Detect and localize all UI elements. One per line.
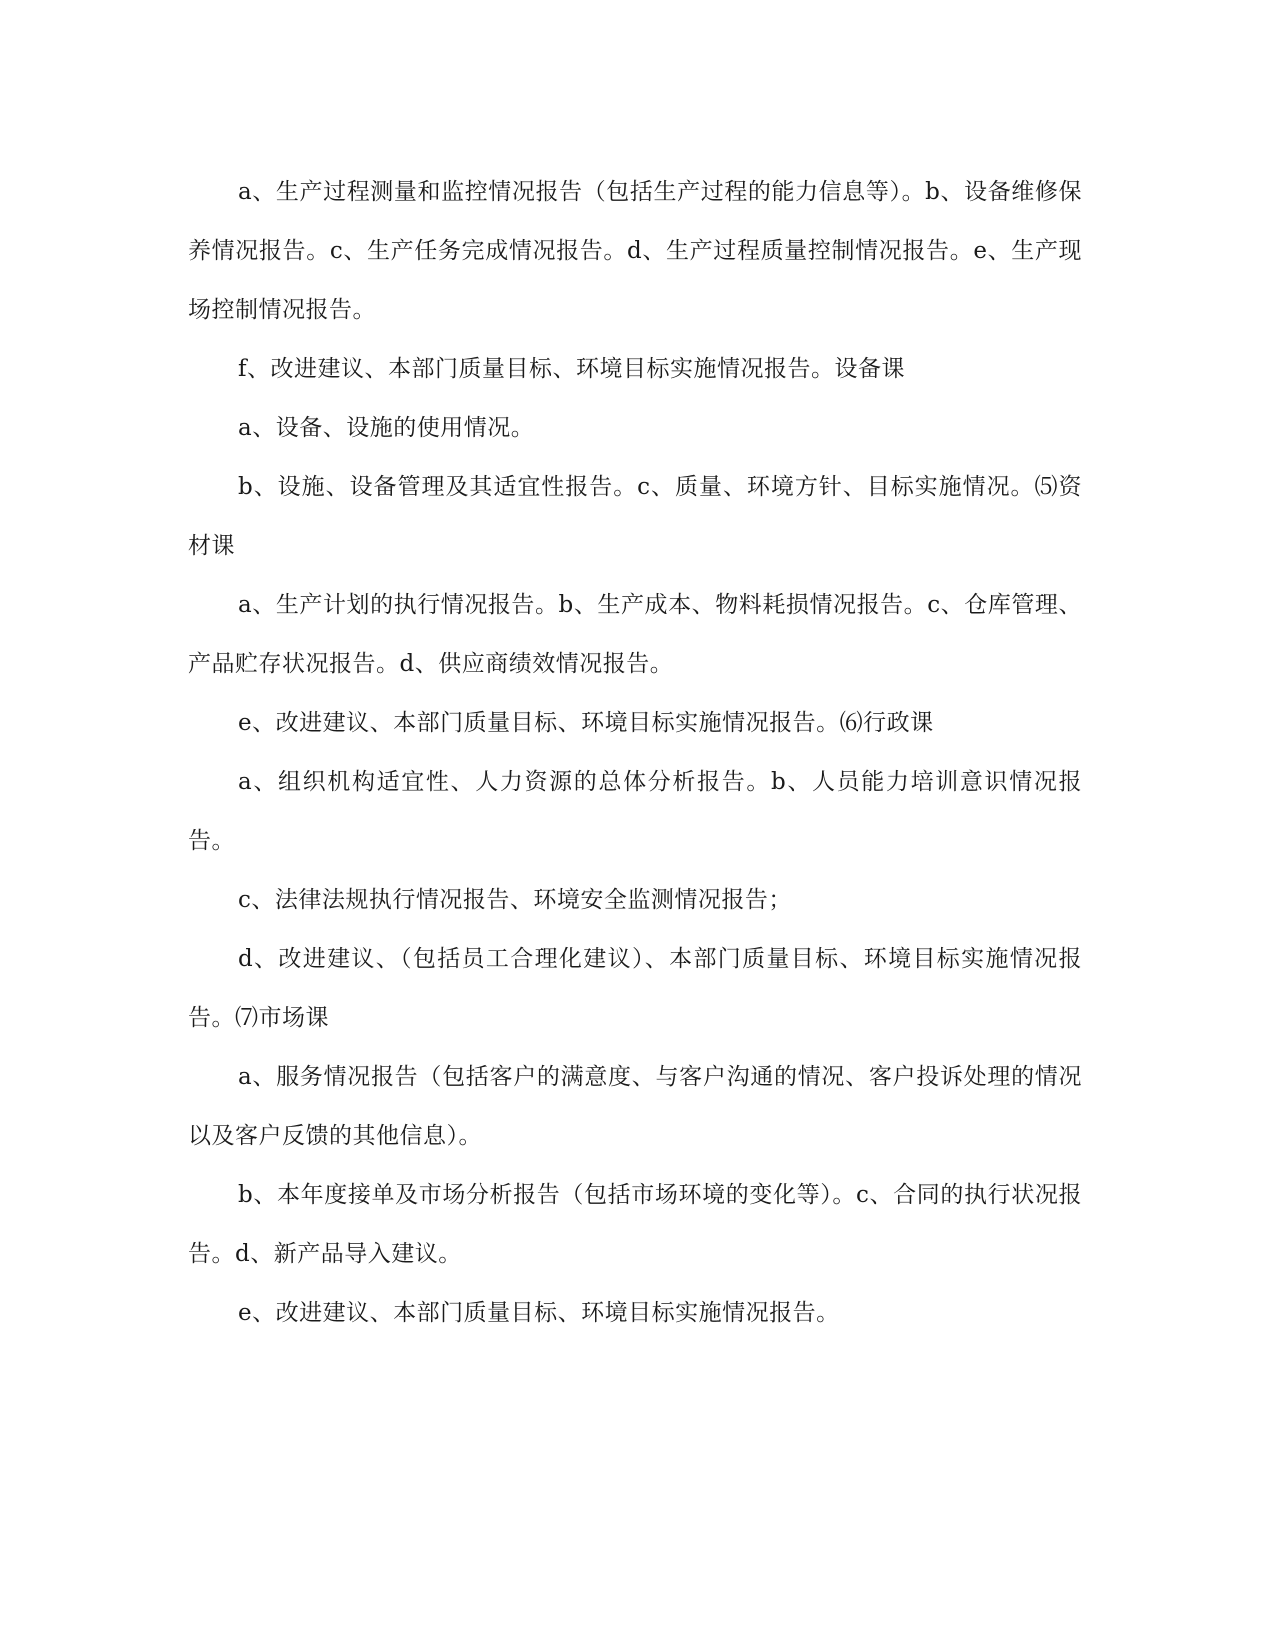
paragraph-equipment-management: b、设施、设备管理及其适宜性报告。c、质量、环境方针、目标实施情况。⑸资材课 <box>188 474 1082 559</box>
document-body <box>188 163 1082 1343</box>
paragraph-market-analysis: b、本年度接单及市场分析报告（包括市场环境的变化等）。c、合同的执行状况报告。d、新产品导入建议。 <box>188 1182 1082 1267</box>
paragraph-production-reports: a、生产过程测量和监控情况报告（包括生产过程的能力信息等）。b、设备维修保养情况报告。c、生产任务完成情况报告。d、生产过程质量控制情况报告。e、生产现场控制情况报告。 <box>188 179 1082 323</box>
paragraph-admin-legal: c、法律法规执行情况报告、环境安全监测情况报告； <box>238 887 792 913</box>
paragraph-admin-improvement: d、改进建议、（包括员工合理化建议）、本部门质量目标、环境目标实施情况报告。⑺市场课 <box>188 946 1082 1031</box>
paragraph-market-improvement: e、改进建议、本部门质量目标、环境目标实施情况报告。 <box>238 1300 840 1326</box>
paragraph-equipment-usage: a、设备、设施的使用情况。 <box>238 415 535 441</box>
paragraph-materials-improvement: e、改进建议、本部门质量目标、环境目标实施情况报告。⑹行政课 <box>238 710 934 736</box>
paragraph-market-service: a、服务情况报告（包括客户的满意度、与客户沟通的情况、客户投诉处理的情况以及客户反馈的其他信息）。 <box>188 1064 1082 1149</box>
paragraph-production-improvement: f、改进建议、本部门质量目标、环境目标实施情况报告。设备课 <box>238 356 906 382</box>
paragraph-materials-reports: a、生产计划的执行情况报告。b、生产成本、物料耗损情况报告。c、仓库管理、产品贮存状况报告。d、供应商绩效情况报告。 <box>188 592 1082 677</box>
paragraph-admin-organization: a、组织机构适宜性、人力资源的总体分析报告。b、人员能力培训意识情况报告。 <box>188 769 1082 854</box>
